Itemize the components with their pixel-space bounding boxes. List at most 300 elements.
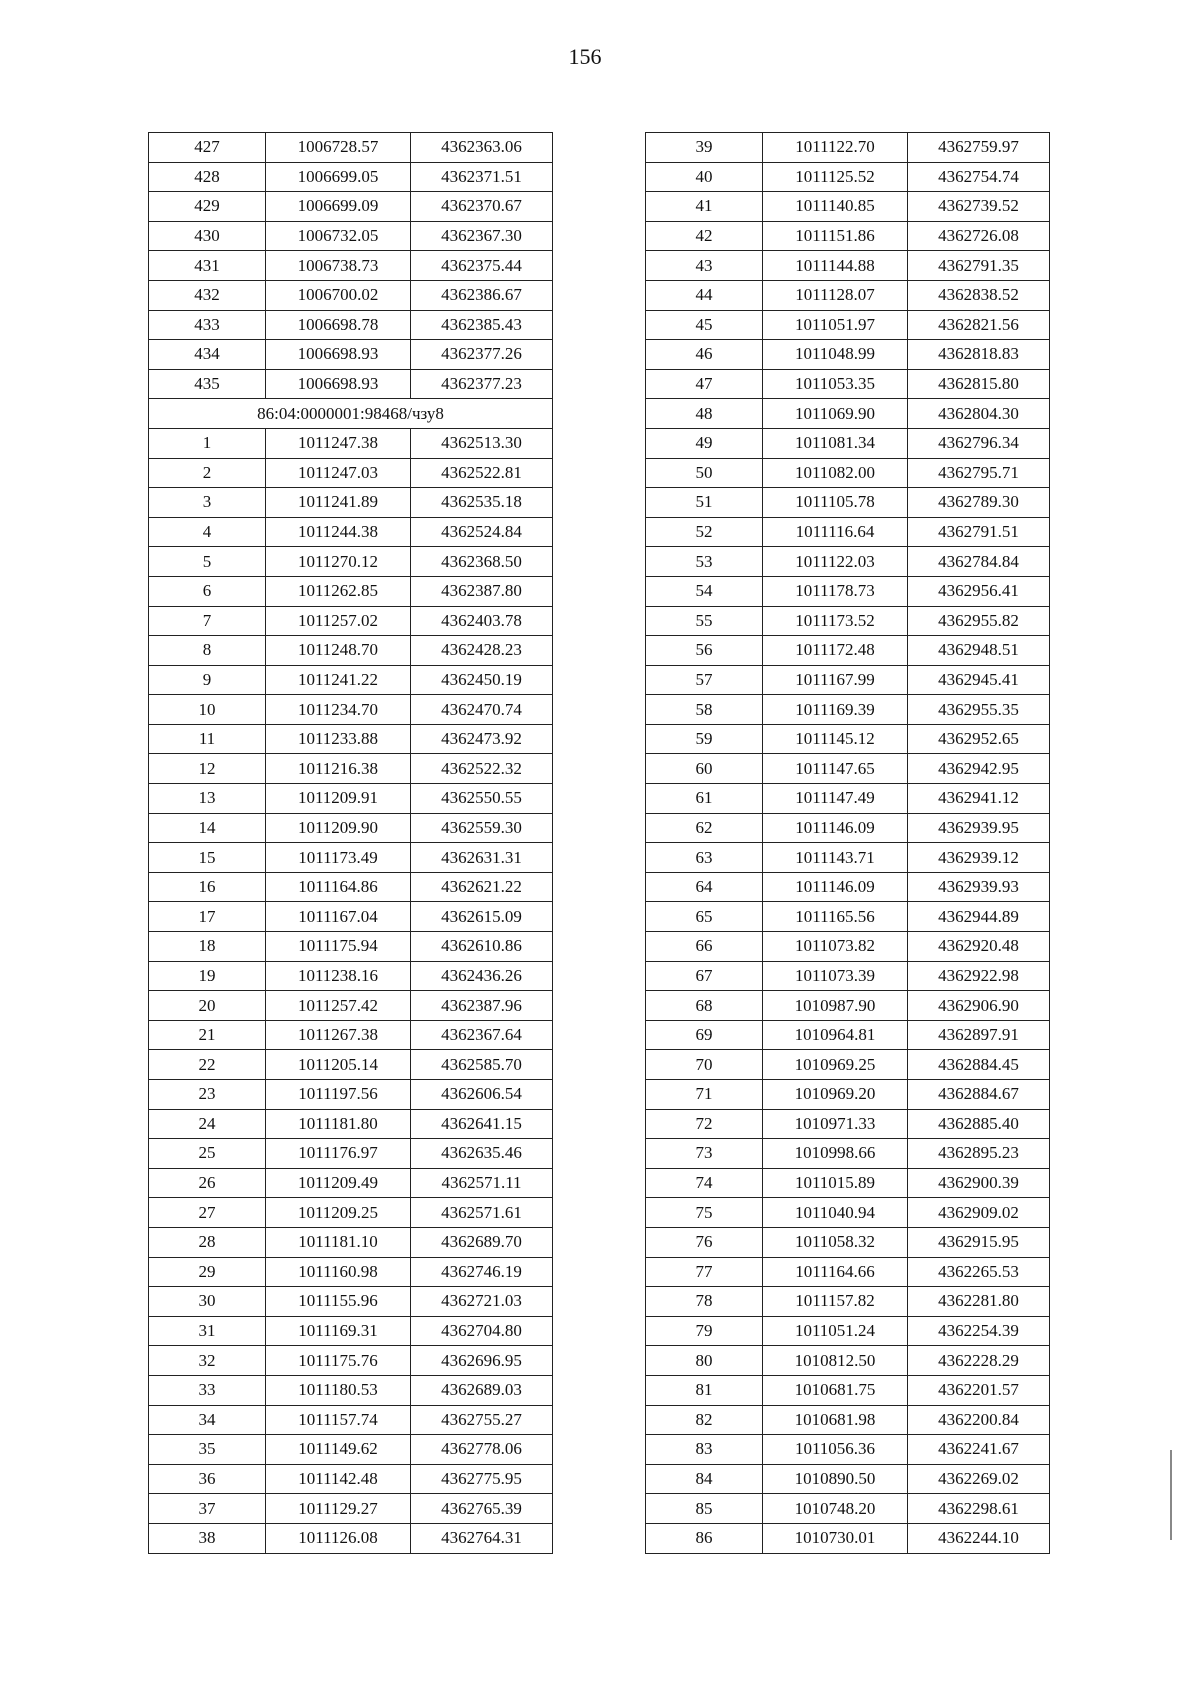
point-number-cell: 69 [646,1020,763,1050]
y-coordinate-cell: 4362244.10 [908,1523,1050,1553]
table-row [646,547,1050,577]
table-row [149,665,553,695]
x-coordinate-cell: 1010971.33 [763,1109,908,1139]
y-coordinate-cell: 4362571.61 [411,1198,553,1228]
table-row [646,576,1050,606]
point-number-cell: 10 [149,695,266,725]
table-row [149,991,553,1021]
y-coordinate-cell: 4362387.80 [411,576,553,606]
x-coordinate-cell: 1006699.05 [266,162,411,192]
x-coordinate-cell: 1010969.20 [763,1080,908,1110]
table-row [149,1405,553,1435]
table-row [646,813,1050,843]
y-coordinate-cell: 4362298.61 [908,1494,1050,1524]
y-coordinate-cell: 4362939.93 [908,872,1050,902]
y-coordinate-cell: 4362522.81 [411,458,553,488]
table-row [149,251,553,281]
y-coordinate-cell: 4362428.23 [411,636,553,666]
y-coordinate-cell: 4362610.86 [411,932,553,962]
y-coordinate-cell: 4362739.52 [908,192,1050,222]
table-row [646,1494,1050,1524]
x-coordinate-cell: 1011216.38 [266,754,411,784]
y-coordinate-cell: 4362513.30 [411,428,553,458]
point-number-cell: 74 [646,1168,763,1198]
x-coordinate-cell: 1010969.25 [763,1050,908,1080]
x-coordinate-cell: 1011247.03 [266,458,411,488]
point-number-cell: 23 [149,1080,266,1110]
point-number-cell: 55 [646,606,763,636]
y-coordinate-cell: 4362201.57 [908,1375,1050,1405]
y-coordinate-cell: 4362473.92 [411,724,553,754]
y-coordinate-cell: 4362571.11 [411,1168,553,1198]
table-row [646,843,1050,873]
table-row [149,1139,553,1169]
y-coordinate-cell: 4362795.71 [908,458,1050,488]
table-row [149,517,553,547]
table-row [646,1139,1050,1169]
x-coordinate-cell: 1011149.62 [266,1435,411,1465]
x-coordinate-cell: 1011257.42 [266,991,411,1021]
x-coordinate-cell: 1010998.66 [763,1139,908,1169]
x-coordinate-cell: 1011147.49 [763,784,908,814]
point-number-cell: 36 [149,1464,266,1494]
y-coordinate-cell: 4362524.84 [411,517,553,547]
table-row [646,192,1050,222]
x-coordinate-cell: 1010681.98 [763,1405,908,1435]
table-row [646,428,1050,458]
y-coordinate-cell: 4362385.43 [411,310,553,340]
table-row [646,784,1050,814]
table-row [646,961,1050,991]
point-number-cell: 57 [646,665,763,695]
y-coordinate-cell: 4362895.23 [908,1139,1050,1169]
table-row [149,1050,553,1080]
x-coordinate-cell: 1010730.01 [763,1523,908,1553]
y-coordinate-cell: 4362631.31 [411,843,553,873]
table-row [149,902,553,932]
point-number-cell: 81 [646,1375,763,1405]
y-coordinate-cell: 4362920.48 [908,932,1050,962]
x-coordinate-cell: 1011167.04 [266,902,411,932]
table-row [646,1257,1050,1287]
y-coordinate-cell: 4362367.30 [411,221,553,251]
table-row [646,1227,1050,1257]
table-row [149,1287,553,1317]
point-number-cell: 41 [646,192,763,222]
x-coordinate-cell: 1011234.70 [266,695,411,725]
point-number-cell: 5 [149,547,266,577]
y-coordinate-cell: 4362635.46 [411,1139,553,1169]
y-coordinate-cell: 4362900.39 [908,1168,1050,1198]
table-row [149,162,553,192]
y-coordinate-cell: 4362386.67 [411,280,553,310]
table-row [646,902,1050,932]
table-row [149,1109,553,1139]
y-coordinate-cell: 4362370.67 [411,192,553,222]
x-coordinate-cell: 1011165.56 [763,902,908,932]
x-coordinate-cell: 1011241.89 [266,488,411,518]
point-number-cell: 28 [149,1227,266,1257]
x-coordinate-cell: 1011209.90 [266,813,411,843]
point-number-cell: 16 [149,872,266,902]
point-number-cell: 68 [646,991,763,1021]
point-number-cell: 38 [149,1523,266,1553]
table-row [149,576,553,606]
x-coordinate-cell: 1011081.34 [763,428,908,458]
x-coordinate-cell: 1011142.48 [266,1464,411,1494]
point-number-cell: 83 [646,1435,763,1465]
point-number-cell: 32 [149,1346,266,1376]
table-row [149,488,553,518]
y-coordinate-cell: 4362948.51 [908,636,1050,666]
x-coordinate-cell: 1011105.78 [763,488,908,518]
x-coordinate-cell: 1011058.32 [763,1227,908,1257]
y-coordinate-cell: 4362939.12 [908,843,1050,873]
y-coordinate-cell: 4362944.89 [908,902,1050,932]
y-coordinate-cell: 4362789.30 [908,488,1050,518]
x-coordinate-cell: 1011160.98 [266,1257,411,1287]
point-number-cell: 45 [646,310,763,340]
y-coordinate-cell: 4362906.90 [908,991,1050,1021]
table-row [149,547,553,577]
y-coordinate-cell: 4362535.18 [411,488,553,518]
x-coordinate-cell: 1011157.82 [763,1287,908,1317]
y-coordinate-cell: 4362956.41 [908,576,1050,606]
x-coordinate-cell: 1011144.88 [763,251,908,281]
y-coordinate-cell: 4362704.80 [411,1316,553,1346]
point-number-cell: 2 [149,458,266,488]
point-number-cell: 1 [149,428,266,458]
point-number-cell: 80 [646,1346,763,1376]
table-row [149,1020,553,1050]
y-coordinate-cell: 4362897.91 [908,1020,1050,1050]
point-number-cell: 60 [646,754,763,784]
table-row [149,754,553,784]
table-row [646,369,1050,399]
x-coordinate-cell: 1011241.22 [266,665,411,695]
table-row [646,695,1050,725]
table-row [149,1257,553,1287]
x-coordinate-cell: 1011082.00 [763,458,908,488]
x-coordinate-cell: 1011238.16 [266,961,411,991]
x-coordinate-cell: 1006700.02 [266,280,411,310]
y-coordinate-cell: 4362791.35 [908,251,1050,281]
table-row [149,221,553,251]
point-number-cell: 17 [149,902,266,932]
x-coordinate-cell: 1011267.38 [266,1020,411,1050]
point-number-cell: 34 [149,1405,266,1435]
point-number-cell: 78 [646,1287,763,1317]
y-coordinate-cell: 4362942.95 [908,754,1050,784]
x-coordinate-cell: 1006698.78 [266,310,411,340]
table-row [149,1080,553,1110]
x-coordinate-cell: 1011180.53 [266,1375,411,1405]
point-number-cell: 72 [646,1109,763,1139]
y-coordinate-cell: 4362200.84 [908,1405,1050,1435]
y-coordinate-cell: 4362621.22 [411,872,553,902]
x-coordinate-cell: 1010681.75 [763,1375,908,1405]
point-number-cell: 56 [646,636,763,666]
parcel-number: 86:04:0000001:98468/чзу8 [149,399,553,429]
y-coordinate-cell: 4362952.65 [908,724,1050,754]
x-coordinate-cell: 1011257.02 [266,606,411,636]
table-row [149,724,553,754]
table-row [149,310,553,340]
point-number-cell: 12 [149,754,266,784]
x-coordinate-cell: 1011247.38 [266,428,411,458]
table-row [149,843,553,873]
point-number-cell: 26 [149,1168,266,1198]
point-number-cell: 6 [149,576,266,606]
table-row [149,1523,553,1553]
table-row [149,606,553,636]
point-number-cell: 53 [646,547,763,577]
x-coordinate-cell: 1011209.91 [266,784,411,814]
point-number-cell: 24 [149,1109,266,1139]
point-number-cell: 20 [149,991,266,1021]
point-number-cell: 47 [646,369,763,399]
point-number-cell: 31 [149,1316,266,1346]
coordinates-table-right [645,132,1050,1554]
x-coordinate-cell: 1011173.52 [763,606,908,636]
point-number-cell: 59 [646,724,763,754]
x-coordinate-cell: 1011146.09 [763,813,908,843]
x-coordinate-cell: 1006728.57 [266,133,411,163]
x-coordinate-cell: 1011015.89 [763,1168,908,1198]
x-coordinate-cell: 1006732.05 [266,221,411,251]
table-row [149,1464,553,1494]
x-coordinate-cell: 1011155.96 [266,1287,411,1317]
point-number-cell: 79 [646,1316,763,1346]
table-row [646,991,1050,1021]
y-coordinate-cell: 4362945.41 [908,665,1050,695]
y-coordinate-cell: 4362759.97 [908,133,1050,163]
y-coordinate-cell: 4362470.74 [411,695,553,725]
table-row [646,133,1050,163]
table-row [149,1227,553,1257]
table-row [646,310,1050,340]
point-number-cell: 19 [149,961,266,991]
y-coordinate-cell: 4362585.70 [411,1050,553,1080]
table-row [149,340,553,370]
point-number-cell: 75 [646,1198,763,1228]
point-number-cell: 7 [149,606,266,636]
x-coordinate-cell: 1011181.80 [266,1109,411,1139]
table-row [149,1494,553,1524]
x-coordinate-cell: 1011157.74 [266,1405,411,1435]
x-coordinate-cell: 1011270.12 [266,547,411,577]
point-number-cell: 77 [646,1257,763,1287]
y-coordinate-cell: 4362436.26 [411,961,553,991]
point-number-cell: 62 [646,813,763,843]
y-coordinate-cell: 4362522.32 [411,754,553,784]
point-number-cell: 434 [149,340,266,370]
x-coordinate-cell: 1011244.38 [266,517,411,547]
point-number-cell: 50 [646,458,763,488]
point-number-cell: 11 [149,724,266,754]
x-coordinate-cell: 1011128.07 [763,280,908,310]
x-coordinate-cell: 1011167.99 [763,665,908,695]
point-number-cell: 70 [646,1050,763,1080]
y-coordinate-cell: 4362955.35 [908,695,1050,725]
x-coordinate-cell: 1011197.56 [266,1080,411,1110]
x-coordinate-cell: 1011048.99 [763,340,908,370]
x-coordinate-cell: 1011073.39 [763,961,908,991]
table-row [646,162,1050,192]
table-row [646,221,1050,251]
point-number-cell: 71 [646,1080,763,1110]
table-row [646,1405,1050,1435]
y-coordinate-cell: 4362755.27 [411,1405,553,1435]
table-row [149,280,553,310]
point-number-cell: 49 [646,428,763,458]
y-coordinate-cell: 4362796.34 [908,428,1050,458]
point-number-cell: 85 [646,1494,763,1524]
point-number-cell: 429 [149,192,266,222]
y-coordinate-cell: 4362915.95 [908,1227,1050,1257]
y-coordinate-cell: 4362363.06 [411,133,553,163]
y-coordinate-cell: 4362784.84 [908,547,1050,577]
x-coordinate-cell: 1006699.09 [266,192,411,222]
x-coordinate-cell: 1011125.52 [763,162,908,192]
y-coordinate-cell: 4362791.51 [908,517,1050,547]
x-coordinate-cell: 1010812.50 [763,1346,908,1376]
y-coordinate-cell: 4362254.39 [908,1316,1050,1346]
x-coordinate-cell: 1011209.25 [266,1198,411,1228]
y-coordinate-cell: 4362804.30 [908,399,1050,429]
x-coordinate-cell: 1006698.93 [266,369,411,399]
table-row [149,872,553,902]
point-number-cell: 40 [646,162,763,192]
table-row [646,1050,1050,1080]
y-coordinate-cell: 4362746.19 [411,1257,553,1287]
table-row [149,133,553,163]
table-row [646,1346,1050,1376]
y-coordinate-cell: 4362641.15 [411,1109,553,1139]
table-row [149,192,553,222]
coordinates-table-left [148,132,553,1554]
point-number-cell: 33 [149,1375,266,1405]
x-coordinate-cell: 1011164.66 [763,1257,908,1287]
x-coordinate-cell: 1010748.20 [763,1494,908,1524]
x-coordinate-cell: 1011129.27 [266,1494,411,1524]
x-coordinate-cell: 1010964.81 [763,1020,908,1050]
y-coordinate-cell: 4362754.74 [908,162,1050,192]
table-row [646,1464,1050,1494]
point-number-cell: 64 [646,872,763,902]
table-row [149,636,553,666]
point-number-cell: 431 [149,251,266,281]
x-coordinate-cell: 1011143.71 [763,843,908,873]
table-row [646,724,1050,754]
x-coordinate-cell: 1011122.70 [763,133,908,163]
x-coordinate-cell: 1011051.24 [763,1316,908,1346]
y-coordinate-cell: 4362403.78 [411,606,553,636]
point-number-cell: 58 [646,695,763,725]
y-coordinate-cell: 4362265.53 [908,1257,1050,1287]
table-row [149,1316,553,1346]
y-coordinate-cell: 4362371.51 [411,162,553,192]
table-row [646,1287,1050,1317]
table-row [149,458,553,488]
table-row [646,1435,1050,1465]
point-number-cell: 13 [149,784,266,814]
table-row [646,488,1050,518]
y-coordinate-cell: 4362606.54 [411,1080,553,1110]
point-number-cell: 39 [646,133,763,163]
y-coordinate-cell: 4362818.83 [908,340,1050,370]
y-coordinate-cell: 4362269.02 [908,1464,1050,1494]
table-row [646,1109,1050,1139]
table-row [646,1198,1050,1228]
y-coordinate-cell: 4362696.95 [411,1346,553,1376]
table-row [646,458,1050,488]
y-coordinate-cell: 4362375.44 [411,251,553,281]
y-coordinate-cell: 4362559.30 [411,813,553,843]
point-number-cell: 427 [149,133,266,163]
y-coordinate-cell: 4362955.82 [908,606,1050,636]
table-row [646,636,1050,666]
y-coordinate-cell: 4362550.55 [411,784,553,814]
y-coordinate-cell: 4362450.19 [411,665,553,695]
table-row [149,1168,553,1198]
x-coordinate-cell: 1011248.70 [266,636,411,666]
x-coordinate-cell: 1011169.39 [763,695,908,725]
x-coordinate-cell: 1011122.03 [763,547,908,577]
table-row [149,784,553,814]
x-coordinate-cell: 1011175.76 [266,1346,411,1376]
table-row [646,1080,1050,1110]
point-number-cell: 48 [646,399,763,429]
y-coordinate-cell: 4362922.98 [908,961,1050,991]
point-number-cell: 82 [646,1405,763,1435]
y-coordinate-cell: 4362939.95 [908,813,1050,843]
point-number-cell: 46 [646,340,763,370]
table-row [646,606,1050,636]
point-number-cell: 30 [149,1287,266,1317]
y-coordinate-cell: 4362721.03 [411,1287,553,1317]
table-row [646,754,1050,784]
y-coordinate-cell: 4362726.08 [908,221,1050,251]
x-coordinate-cell: 1011233.88 [266,724,411,754]
y-coordinate-cell: 4362377.26 [411,340,553,370]
x-coordinate-cell: 1011140.85 [763,192,908,222]
x-coordinate-cell: 1011205.14 [266,1050,411,1080]
y-coordinate-cell: 4362885.40 [908,1109,1050,1139]
table-row [149,369,553,399]
y-coordinate-cell: 4362765.39 [411,1494,553,1524]
x-coordinate-cell: 1011073.82 [763,932,908,962]
point-number-cell: 27 [149,1198,266,1228]
y-coordinate-cell: 4362367.64 [411,1020,553,1050]
point-number-cell: 29 [149,1257,266,1287]
table-row [646,251,1050,281]
point-number-cell: 37 [149,1494,266,1524]
x-coordinate-cell: 1011126.08 [266,1523,411,1553]
table-row [149,1346,553,1376]
y-coordinate-cell: 4362377.23 [411,369,553,399]
point-number-cell: 25 [149,1139,266,1169]
point-number-cell: 43 [646,251,763,281]
x-coordinate-cell: 1011209.49 [266,1168,411,1198]
table-row [149,428,553,458]
point-number-cell: 3 [149,488,266,518]
y-coordinate-cell: 4362815.80 [908,369,1050,399]
y-coordinate-cell: 4362281.80 [908,1287,1050,1317]
table-row [646,340,1050,370]
table-row [149,1375,553,1405]
x-coordinate-cell: 1011147.65 [763,754,908,784]
